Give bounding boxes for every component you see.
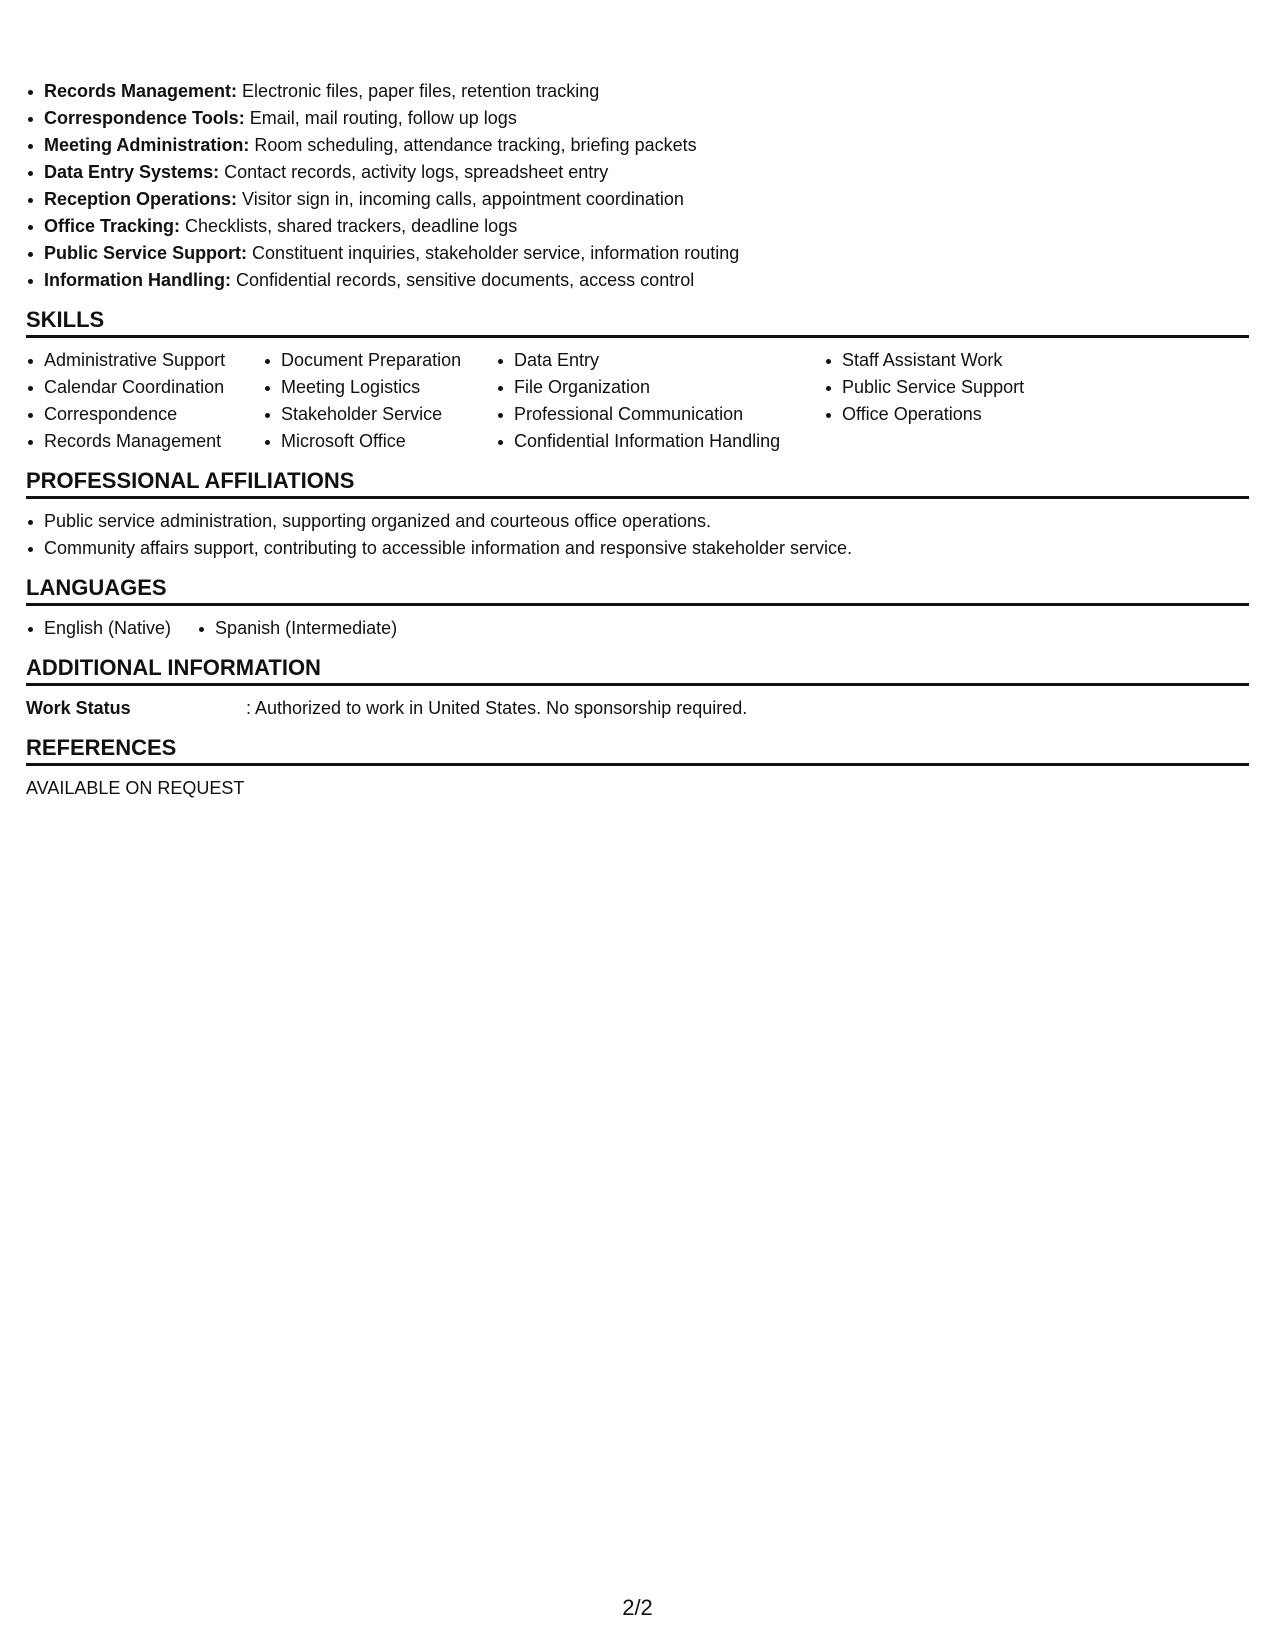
section-title: LANGUAGES [26, 574, 1249, 606]
tool-label: Correspondence Tools: [44, 108, 245, 128]
affiliations-section [26, 467, 1249, 562]
references-text: AVAILABLE ON REQUEST [26, 778, 245, 798]
list-item [26, 267, 1249, 294]
page-number: 2/2 [622, 1595, 653, 1620]
tool-text: Room scheduling, attendance tracking, briefing packets [249, 135, 697, 155]
skill-item: Records Management [26, 428, 263, 455]
tool-text: Constituent inquiries, stakeholder service, information routing [247, 243, 740, 263]
list-item [26, 78, 1249, 105]
skill-item: Data Entry [496, 347, 824, 374]
skill-item: Meeting Logistics [263, 374, 496, 401]
section-title: ADDITIONAL INFORMATION [26, 654, 1249, 686]
skill-item: Staff Assistant Work [824, 347, 1124, 374]
skills-column [824, 347, 1124, 455]
references-section [26, 734, 1249, 802]
tool-label: Records Management: [44, 81, 238, 101]
additional-section [26, 654, 1249, 722]
skill-item: Microsoft Office [263, 428, 496, 455]
tool-text: Contact records, activity logs, spreadsheet entry [219, 162, 609, 182]
skills-section [26, 306, 1249, 455]
tools-list [26, 78, 1249, 294]
tool-text: Visitor sign in, incoming calls, appointment coordination [237, 189, 684, 209]
section-title: SKILLS [26, 306, 1249, 338]
skills-column [26, 347, 263, 455]
list-item [26, 186, 1249, 213]
list-item [26, 105, 1249, 132]
tool-label: Data Entry Systems: [44, 162, 220, 182]
tool-label: Information Handling: [44, 270, 231, 290]
languages-section [26, 574, 1249, 642]
section-title: PROFESSIONAL AFFILIATIONS [26, 467, 1249, 499]
list-item [26, 159, 1249, 186]
tool-text: Confidential records, sensitive documents, access control [230, 270, 695, 290]
skills-grid [26, 347, 1249, 455]
skill-item: File Organization [496, 374, 824, 401]
skill-item: Confidential Information Handling [496, 428, 824, 455]
skill-item: Administrative Support [26, 347, 263, 374]
work-status-label: Work Status [26, 698, 131, 718]
tool-label: Public Service Support: [44, 243, 248, 263]
skills-column [496, 347, 824, 455]
affiliation-item: Community affairs support, contributing to accessible information and responsive stakeholder service. [26, 535, 1249, 562]
skill-item: Public Service Support [824, 374, 1124, 401]
list-item [26, 132, 1249, 159]
skill-item: Correspondence [26, 401, 263, 428]
work-status-value: : Authorized to work in United States. No sponsorship required. [246, 698, 748, 718]
skill-item: Document Preparation [263, 347, 496, 374]
list-item [26, 240, 1249, 267]
work-status-row [26, 695, 1249, 722]
tool-text: Email, mail routing, follow up logs [244, 108, 517, 128]
skills-column [263, 347, 496, 455]
tool-text: Electronic files, paper files, retention tracking [237, 81, 600, 101]
tool-label: Office Tracking: [44, 216, 181, 236]
resume-page [26, 78, 1249, 802]
tool-label: Reception Operations: [44, 189, 238, 209]
skill-item: Office Operations [824, 401, 1124, 428]
skill-item: Calendar Coordination [26, 374, 263, 401]
affiliation-item: Public service administration, supporting organized and courteous office operations. [26, 508, 1249, 535]
language-item: Spanish (Intermediate) [197, 615, 397, 642]
skill-item: Stakeholder Service [263, 401, 496, 428]
affiliations-list [26, 508, 1249, 562]
list-item [26, 213, 1249, 240]
tool-text: Checklists, shared trackers, deadline logs [180, 216, 518, 236]
section-title: REFERENCES [26, 734, 1249, 766]
language-item: English (Native) [26, 615, 171, 642]
languages-list [26, 615, 1249, 642]
tool-label: Meeting Administration: [44, 135, 250, 155]
skill-item: Professional Communication [496, 401, 824, 428]
